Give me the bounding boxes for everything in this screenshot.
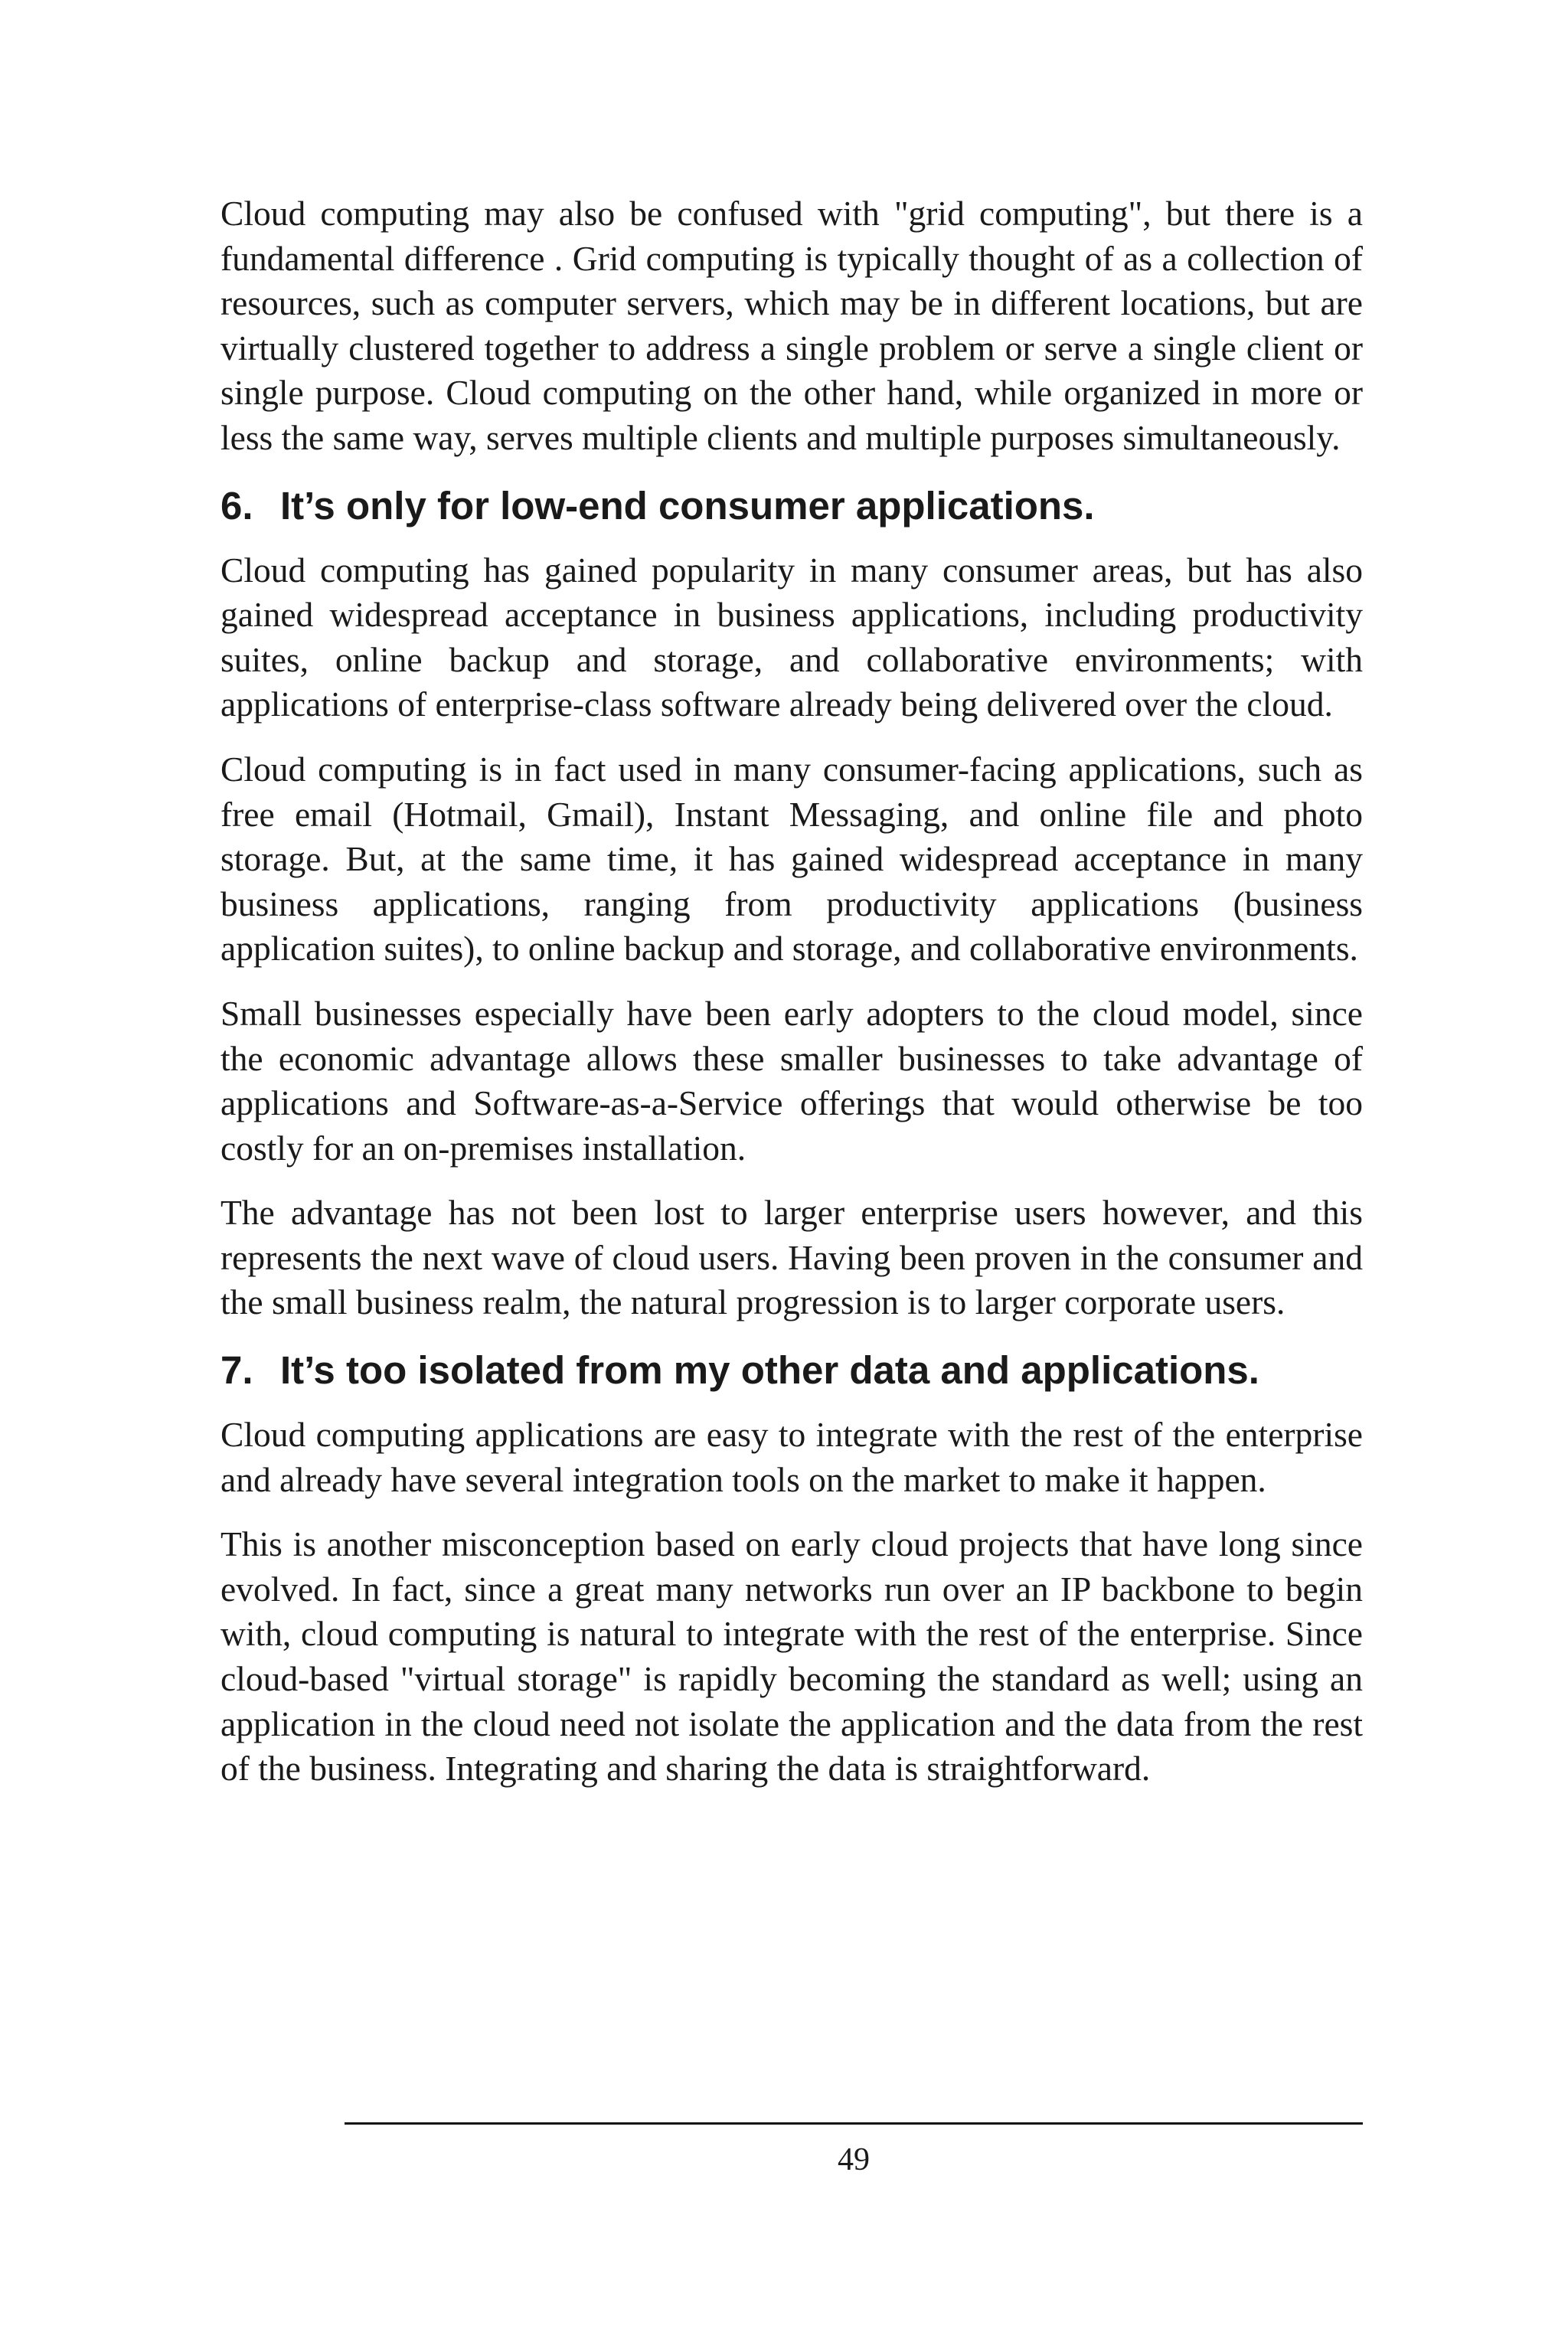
- paragraph-consumer-popularity: Cloud computing has gained popularity in many consumer areas, but has also gained widespread acceptance in business applications, including productivity suites, online backup and storage, and collaborative environments; with applications of enterprise-class software already being delivered over the cloud.: [220, 550, 1363, 724]
- page-content: [220, 191, 1363, 1811]
- footer-divider: [345, 2122, 1363, 2125]
- section-number: 7.: [220, 1348, 253, 1393]
- section-heading-7: [220, 1347, 1363, 1394]
- section-number: 6.: [220, 483, 253, 528]
- paragraph-grid-computing: Cloud computing may also be confused with "grid computing", but there is a fundamental difference . Grid computing is typically thought of as a collection of resources, such as computer servers, which may be in different locations, but are virtually clustered together to address a single problem or serve a single client or single purpose. Cloud computing on the other hand, while organized in more or less the same way, serves multiple clients and multiple purposes simultaneously.: [220, 194, 1363, 457]
- section-heading-6: [220, 482, 1363, 530]
- section-title: It’s too isolated from my other data and applications.: [280, 1348, 1259, 1393]
- paragraph-integration-tools: Cloud computing applications are easy to integrate with the rest of the enterprise and already have several integration tools on the market to make it happen.: [220, 1415, 1363, 1499]
- page-number: 49: [838, 2142, 870, 2177]
- paragraph-small-businesses: Small businesses especially have been early adopters to the cloud model, since the economic advantage allows these smaller businesses to take advantage of applications and Software-as-a-Service offerings that would otherwise be too costly for an on-premises installation.: [220, 993, 1363, 1168]
- section-title: It’s only for low-end consumer applications.: [280, 483, 1095, 528]
- paragraph-enterprise-users: The advantage has not been lost to larger enterprise users however, and this represents the next wave of cloud users. Having been proven in the consumer and the small business realm, the natural progression is to larger corporate users.: [220, 1193, 1363, 1322]
- paragraph-consumer-facing: Cloud computing is in fact used in many consumer-facing applications, such as free email (Hotmail, Gmail), Instant Messaging, and online file and photo storage. But, at the same time, it has gained widespread acceptance in many business applications, ranging from productivity applications (business application suites), to online backup and storage, and collaborative environments.: [220, 749, 1363, 969]
- paragraph-misconception: This is another misconception based on early cloud projects that have long since evolved. In fact, since a great many networks run over an IP backbone to begin with, cloud computing is natural to integrate with the rest of the enterprise. Since cloud-based "virtual storage" is rapidly becoming the standard as well; using an application in the cloud need not isolate the application and the data from the rest of the business. Integrating and sharing the data is straightforward.: [220, 1524, 1363, 1788]
